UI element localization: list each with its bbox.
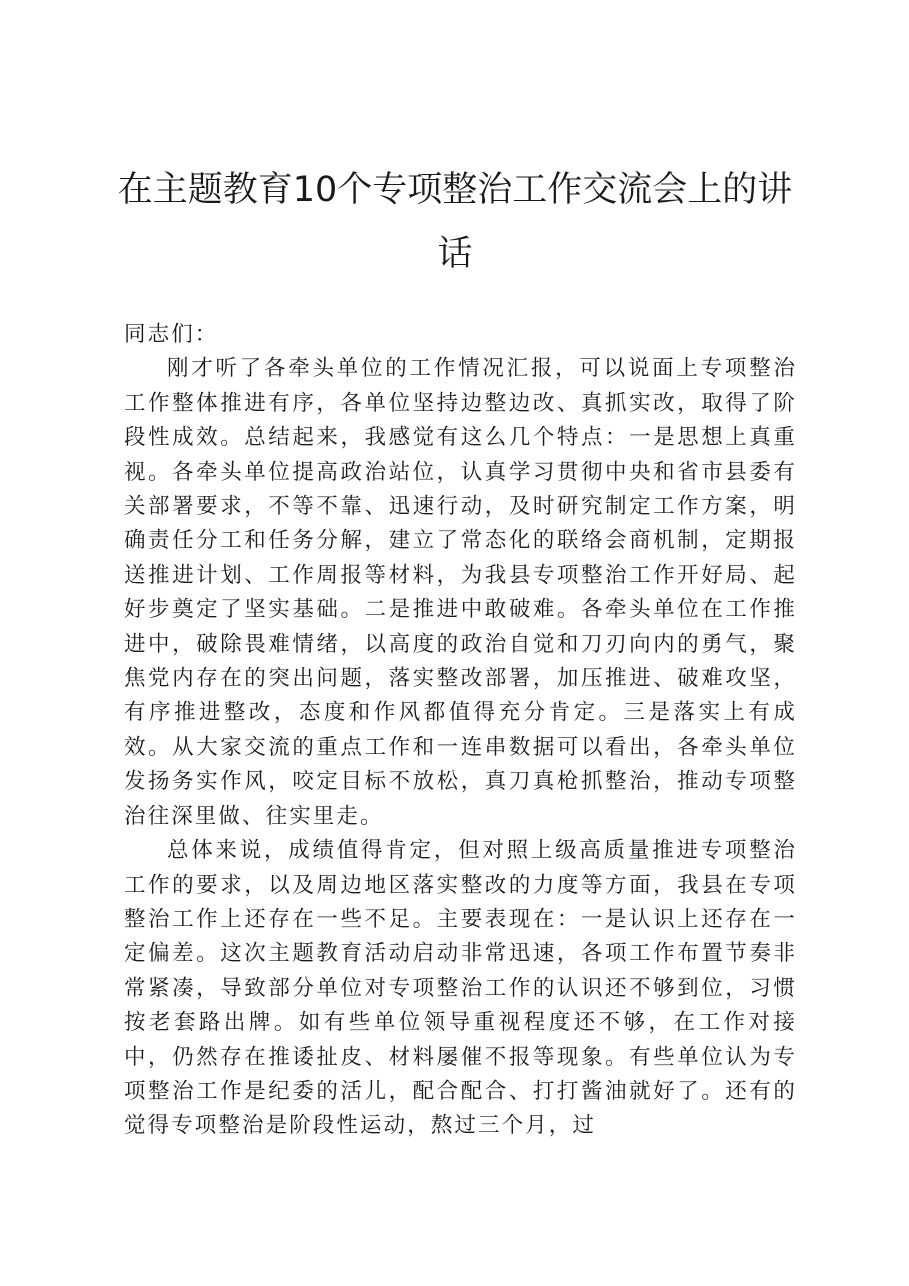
paragraph-2: 总体来说，成绩值得肯定，但对照上级高质量推进专项整治工作的要求，以及周边地区落实整改的力度等方面，我县在专项整治工作上还存在一些不足。主要表现在：一是认识上还存在一定偏差。这次主题教育活动启动非常迅速，各项工作布置节奏非常紧凑，导致部分单位对专项整治工作的认识还不够到位，习惯按老套路出牌。如有些单位领导重视程度还不够，在工作对接中，仍然存在推诿扯皮、材料屡催不报等现象。有些单位认为专项整治工作是纪委的活儿，配合配合、打打酱油就好了。还有的觉得专项整治是阶段性运动，熬过三个月，过	[124, 838, 797, 1139]
document-body	[124, 318, 797, 1144]
document-title: 在主题教育10个专项整治工作交流会上的讲话	[117, 170, 793, 274]
paragraph-1: 刚才听了各牵头单位的工作情况汇报，可以说面上专项整治工作整体推进有序，各单位坚持边整边改、真抓实改，取得了阶段性成效。总结起来，我感觉有这么几个特点：一是思想上真重视。各牵头单位提高政治站位，认真学习贯彻中央和省市县委有关部署要求，不等不靠、迅速行动，及时研究制定工作方案，明确责任分工和任务分解，建立了常态化的联络会商机制，定期报送推进计划、工作周报等材料，为我县专项整治工作开好局、起好步奠定了坚实基础。二是推进中敢破难。各牵头单位在工作推进中，破除畏难情绪，以高度的政治自觉和刀刃向内的勇气，聚焦党内存在的突出问题，落实整改部署，加压推进、破难攻坚，有序推进整改，态度和作风都值得充分肯定。三是落实上有成效。从大家交流的重点工作和一连串数据可以看出，各牵头单位发扬务实作风，咬定目标不放松，真刀真枪抓整治，推动专项整治往深里做、往实里走。	[124, 356, 797, 829]
salutation: 同志们：	[124, 322, 219, 347]
